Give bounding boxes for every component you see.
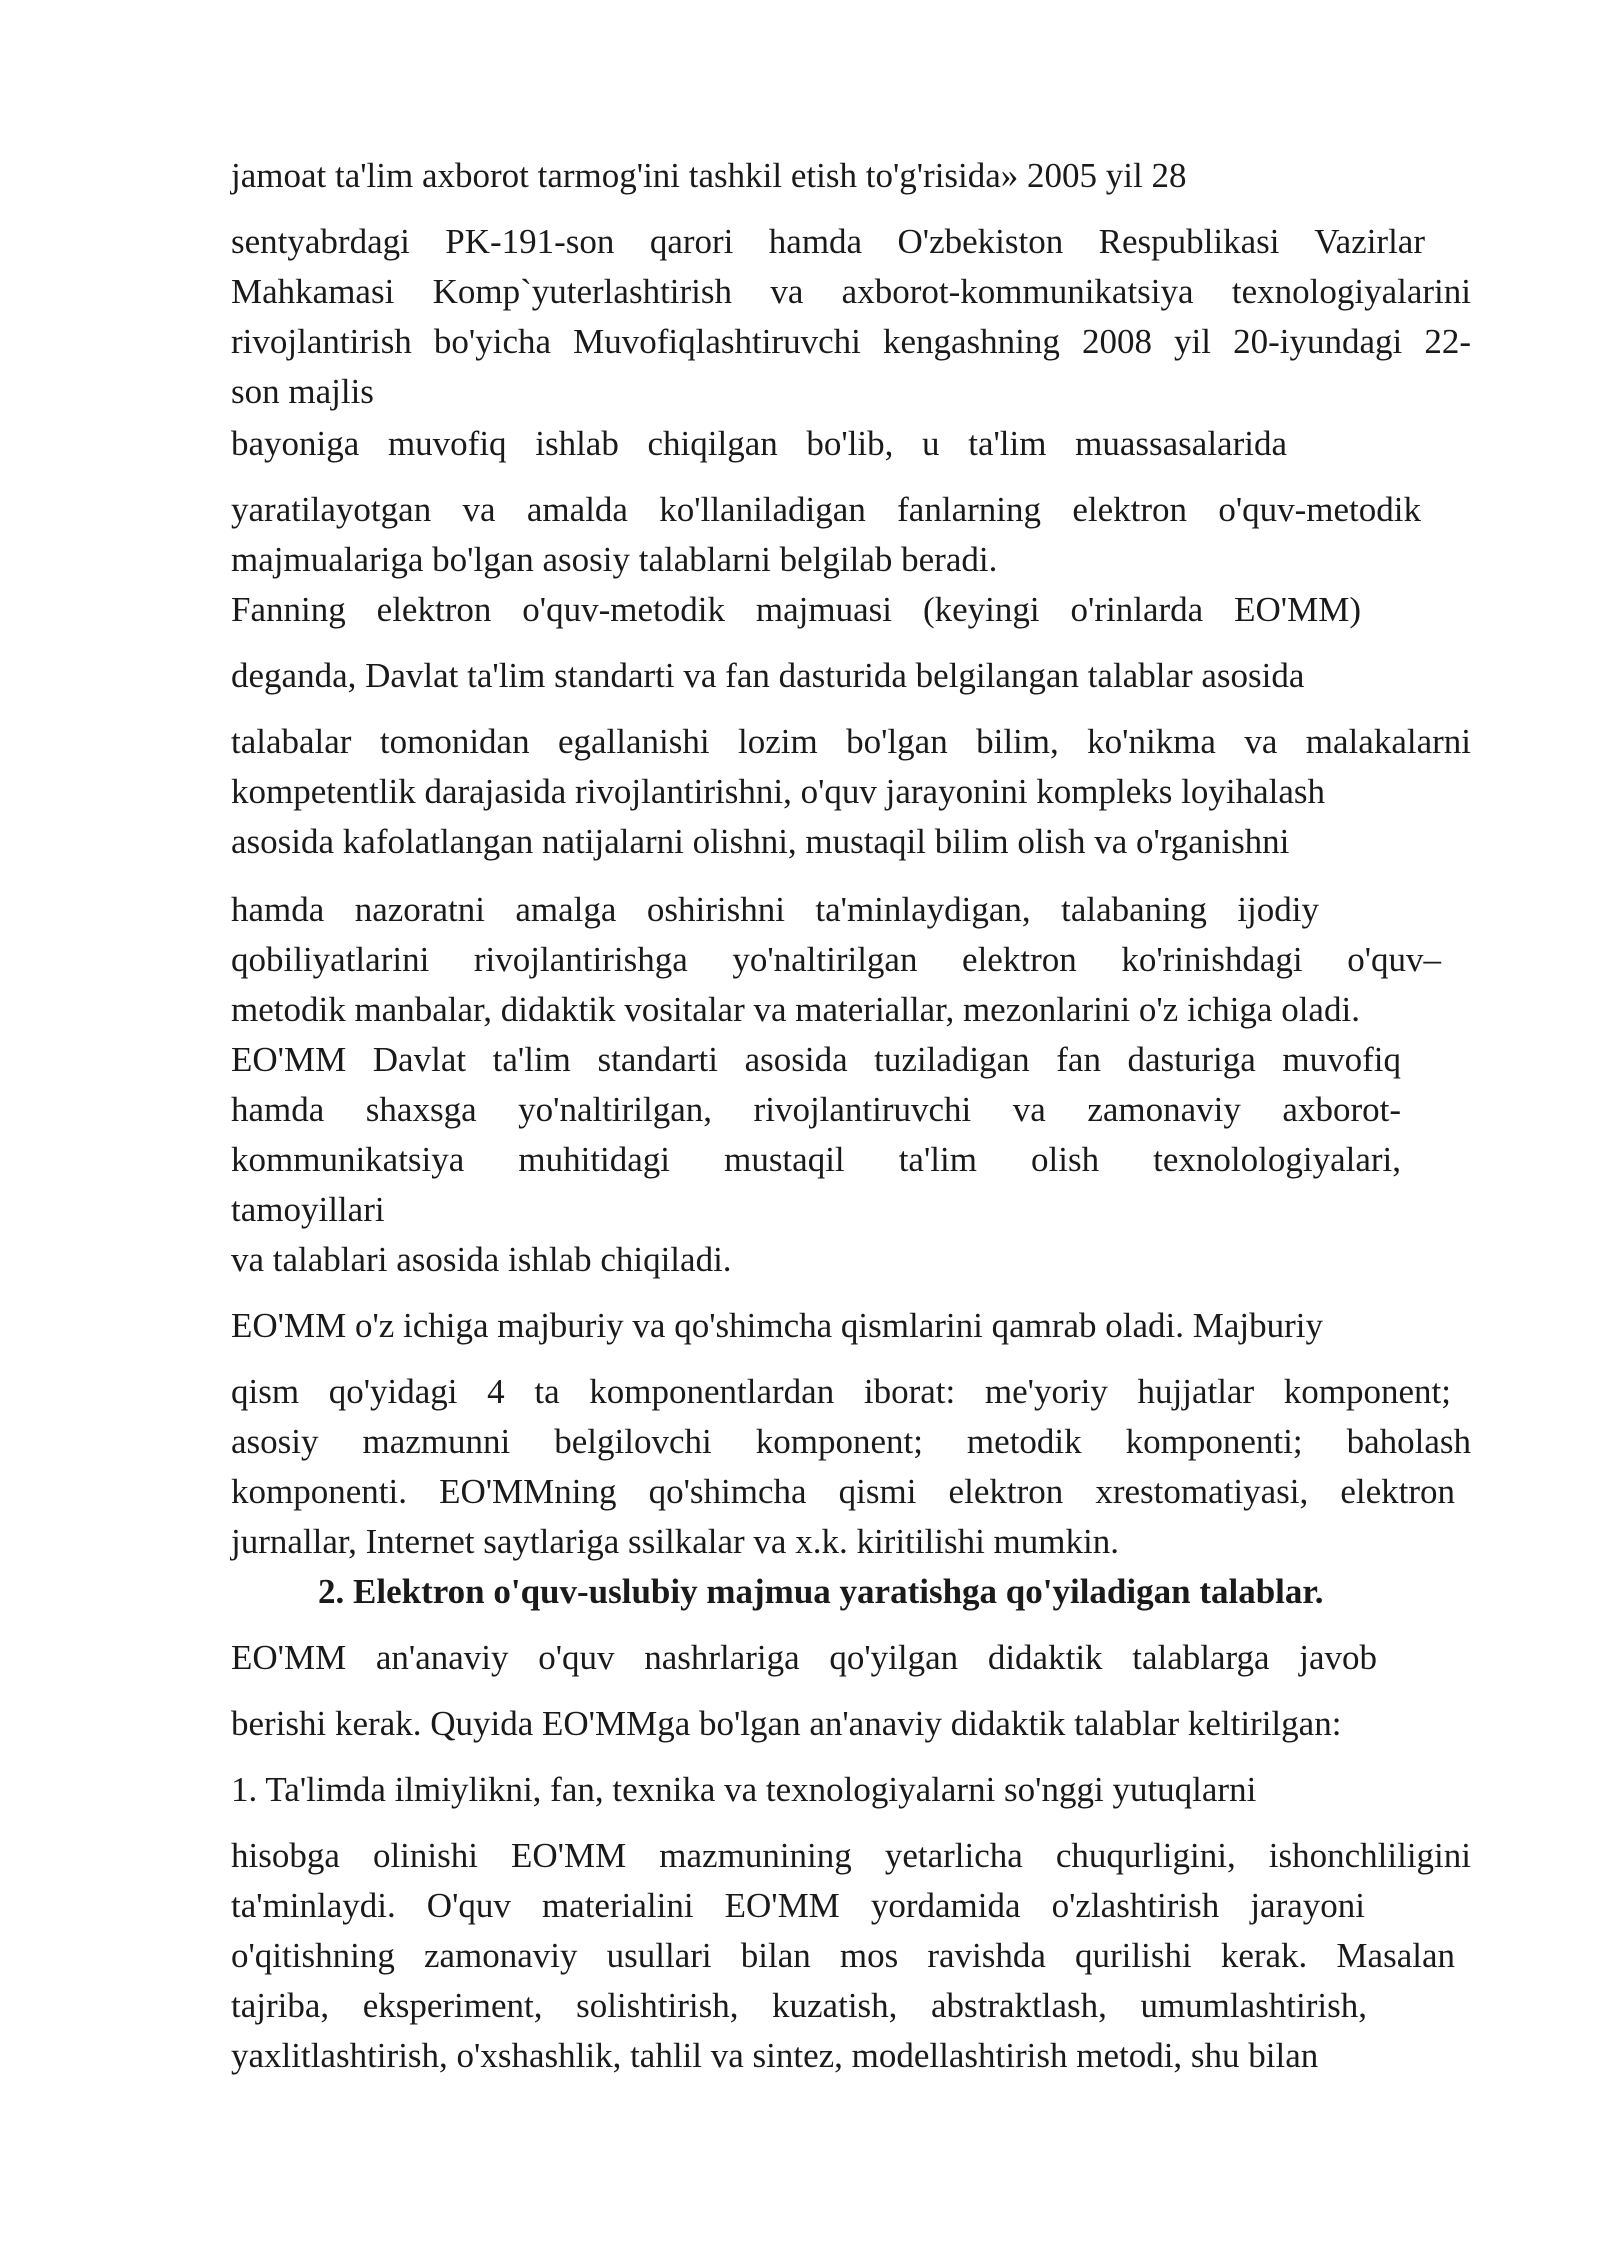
text-line: EO'MM o'z ichiga majburiy va qo'shimcha qismlarini qamrab oladi. Majburiy <box>231 1306 1324 1345</box>
text-line: EO'MM an'anaviy o'quv nashrlariga qo'yilgan didaktik talablarga javob <box>231 1638 1377 1677</box>
text-line: berishi kerak. Quyida EO'MMga bo'lgan an'anaviy didaktik talablar keltirilgan: <box>231 1704 1342 1743</box>
text-line: tamoyillari <box>231 1190 385 1229</box>
text-line: o'qitishning zamonaviy usullari bilan mos ravishda qurilishi kerak. Masalan <box>231 1936 1455 1975</box>
text-line: bayoniga muvofiq ishlab chiqilgan bo'lib, u ta'lim muassasalarida <box>231 424 1287 463</box>
text-line: ta'minlaydi. O'quv materialini EO'MM yordamida o'zlashtirish jarayoni <box>231 1886 1365 1925</box>
text-line: hisobga olinishi EO'MM mazmunining yetarlicha chuqurligini, ishonchliligini <box>231 1836 1471 1875</box>
text-line: talabalar tomonidan egallanishi lozim bo'lgan bilim, ko'nikma va malakalarni <box>231 722 1471 761</box>
text-line: komponenti. EO'MMning qo'shimcha qismi elektron xrestomatiyasi, elektron <box>231 1472 1455 1511</box>
text-line: asosiy mazmunni belgilovchi komponent; metodik komponenti; baholash <box>231 1422 1471 1461</box>
text-line: va talablari asosida ishlab chiqiladi. <box>231 1240 732 1279</box>
text-line: EO'MM Davlat ta'lim standarti asosida tuziladigan fan dasturiga muvofiq <box>231 1040 1401 1079</box>
text-line: qism qo'yidagi 4 ta komponentlardan iborat: me'yoriy hujjatlar komponent; <box>231 1372 1451 1411</box>
text-line: metodik manbalar, didaktik vositalar va materiallar, mezonlarini o'z ichiga oladi. <box>231 990 1360 1029</box>
text-line: son majlis <box>231 372 374 411</box>
text-line: yaxlitlashtirish, o'xshashlik, tahlil va sintez, modellashtirish metodi, shu bilan <box>231 2036 1319 2075</box>
section-heading: 2. Elektron o'quv-uslubiy majmua yaratishga qo'yiladigan talablar. <box>318 1572 1324 1611</box>
text-line: asosida kafolatlangan natijalarni olishni, mustaqil bilim olish va o'rganishni <box>231 822 1290 861</box>
text-line: kompetentlik darajasida rivojlantirishni, o'quv jarayonini kompleks loyihalash <box>231 772 1326 811</box>
text-line: Mahkamasi Komp`yuterlashtirish va axborot-kommunikatsiya texnologiyalarini <box>231 272 1471 311</box>
text-line: kommunikatsiya muhitidagi mustaqil ta'lim olish texnolologiyalari, <box>231 1140 1401 1179</box>
text-line: sentyabrdagi PK-191-son qarori hamda O'zbekiston Respublikasi Vazirlar <box>231 222 1425 261</box>
text-line: deganda, Davlat ta'lim standarti va fan dasturida belgilangan talablar asosida <box>231 656 1305 695</box>
text-line: hamda nazoratni amalga oshirishni ta'minlaydigan, talabaning ijodiy <box>231 890 1319 929</box>
text-line: jurnallar, Internet saytlariga ssilkalar va x.k. kiritilishi mumkin. <box>231 1522 1119 1561</box>
text-line: hamda shaxsga yo'naltirilgan, rivojlantiruvchi va zamonaviy axborot- <box>231 1090 1401 1129</box>
text-line: yaratilayotgan va amalda ko'llaniladigan fanlarning elektron o'quv-metodik <box>231 490 1421 529</box>
text-line: rivojlantirish bo'yicha Muvofiqlashtiruvchi kengashning 2008 yil 20-iyundagi 22- <box>231 322 1471 361</box>
text-line: majmualariga bo'lgan asosiy talablarni belgilab beradi. <box>231 540 998 579</box>
text-line: Fanning elektron o'quv-metodik majmuasi (keyingi o'rinlarda EO'MM) <box>231 590 1361 629</box>
text-line: jamoat ta'lim axborot tarmog'ini tashkil etish to'g'risida» 2005 yil 28 <box>231 156 1187 195</box>
text-line: tajriba, eksperiment, solishtirish, kuzatish, abstraktlash, umumlashtirish, <box>231 1986 1367 2025</box>
list-item-line: 1. Ta'limda ilmiylikni, fan, texnika va texnologiyalarni so'nggi yutuqlarni <box>231 1770 1257 1809</box>
text-line: qobiliyatlarini rivojlantirishga yo'naltirilgan elektron ko'rinishdagi o'quv– <box>231 940 1441 979</box>
